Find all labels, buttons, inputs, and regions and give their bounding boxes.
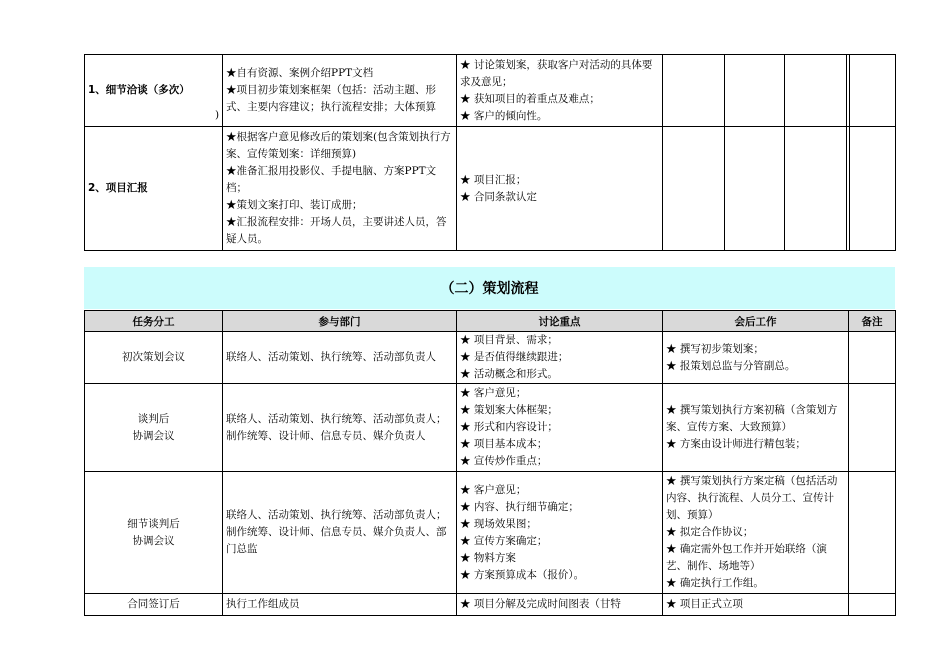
prep-cell — [223, 127, 457, 251]
empty-cell — [785, 127, 847, 251]
header-note: 备注 — [849, 311, 896, 332]
table-row — [85, 594, 896, 616]
task-line: 协调会议 — [132, 534, 175, 547]
empty-cell — [663, 127, 725, 251]
table-row — [85, 55, 896, 127]
header-task: 任务分工 — [85, 311, 223, 332]
note-cell — [849, 594, 896, 616]
focus-cell — [457, 55, 663, 127]
header-work: 会后工作 — [663, 311, 849, 332]
note-cell — [849, 472, 896, 594]
focus-cell — [457, 384, 663, 472]
task-cell — [85, 472, 223, 594]
task-cell: 2、项目汇报 — [85, 127, 223, 251]
focus-line: ★ 宣传炒作重点； — [460, 455, 548, 467]
task-cell — [85, 332, 223, 384]
focus-cell — [457, 127, 663, 251]
table-row — [85, 127, 896, 251]
focus-line: ★ 项目汇报； — [460, 173, 527, 186]
focus-line: ★ 客户意见； — [460, 483, 527, 496]
work-line: ★ 撰写策划执行方案定稿（包括活动内容、执行流程、人员分工、宣传计划、预算） — [666, 475, 838, 521]
note-cell — [849, 332, 896, 384]
empty-cell — [850, 127, 896, 251]
note-cell — [849, 384, 896, 472]
prep-line: ★自有资源、案例介绍PPT文档 — [226, 67, 374, 79]
empty-cell — [785, 55, 847, 127]
dept-cell: 联络人、活动策划、执行统筹、活动部负责人；制作统筹、设计师、信息专员、媒介负责人、部门总监 — [223, 472, 457, 594]
prep-line: ★根据客户意见修改后的策划案(包含策划执行方案、宣传策划案：详细预算) — [226, 131, 451, 160]
dept-cell: 联络人、活动策划、执行统筹、活动部负责人 — [223, 332, 457, 384]
focus-line: ★ 形式和内容设计； — [460, 421, 558, 433]
focus-line: ★ 项目背景、需求； — [460, 334, 558, 346]
focus-line: ★ 内容、执行细节确定； — [460, 500, 579, 513]
prep-line: ★项目初步策划案框架（包括：活动主题、形式、主要内容建议；执行流程安排；大体预算 — [226, 84, 436, 113]
planning-table — [84, 310, 896, 616]
focus-line: ★ 客户的倾向性。 — [460, 109, 548, 122]
table-row — [85, 384, 896, 472]
focus-line: ★ 方案预算成本（报价）。 — [460, 568, 585, 581]
empty-cell — [663, 55, 725, 127]
work-cell — [663, 472, 849, 594]
focus-line: ★ 活动概念和形式。 — [460, 368, 558, 380]
empty-cell — [725, 55, 785, 127]
focus-line: ★ 是否值得继续跟进； — [460, 351, 569, 363]
task-line: 细节谈判后 — [127, 517, 180, 530]
focus-line: ★ 宣传方案确定； — [460, 534, 548, 547]
work-line: ★ 报策划总监与分管副总。 — [666, 359, 796, 372]
empty-cell — [850, 55, 896, 127]
work-line: ★ 撰写策划执行方案初稿（含策划方案、宣传方案、大致预算） — [666, 404, 838, 433]
header-focus: 讨论重点 — [457, 311, 663, 332]
task-line: 初次策划会议 — [122, 351, 185, 363]
focus-line: ★ 获知项目的着重点及难点； — [460, 92, 600, 105]
task-line: 协调会议 — [132, 429, 175, 442]
work-line: ★ 拟定合作协议； — [666, 526, 754, 538]
task-cell — [85, 594, 223, 616]
work-line: ★ 项目正式立项 — [666, 598, 743, 610]
section-title: （二）策划流程 — [84, 267, 895, 309]
focus-line: ★ 策划案大体框架； — [460, 404, 558, 416]
table-row — [85, 472, 896, 594]
task-line: 谈判后 — [137, 412, 170, 425]
table-row — [85, 332, 896, 384]
dept-cell: 执行工作组成员 — [223, 594, 457, 616]
work-line: ★ 确定需外包工作并开始联络（演艺、制作、场地等） — [666, 543, 827, 572]
work-line: ★ 确定执行工作组。 — [666, 577, 764, 589]
prep-line: ★准备汇报用投影仪、手提电脑、方案PPT文档； — [226, 165, 437, 194]
task-cell: 1、细节洽谈（多次） — [85, 55, 223, 127]
bracket-mark: ) — [215, 109, 220, 121]
focus-line: ★ 客户意见； — [460, 387, 527, 399]
focus-line: ★ 项目分解及完成时间图表（甘特 — [460, 598, 621, 610]
work-line: ★ 方案由设计师进行精包装； — [666, 438, 806, 450]
focus-line: ★ 讨论策划案，获取客户对活动的具体要求及意见； — [460, 58, 653, 88]
focus-cell — [457, 472, 663, 594]
dept-cell: 联络人、活动策划、执行统筹、活动部负责人；制作统筹、设计师、信息专员、媒介负责人 — [223, 384, 457, 472]
focus-line: ★ 物料方案 — [460, 551, 516, 564]
prep-line: ★策划文案打印、装订成册； — [226, 199, 363, 211]
work-cell — [663, 594, 849, 616]
focus-line: ★ 现场效果图； — [460, 517, 537, 530]
focus-cell — [457, 332, 663, 384]
detail-table — [84, 54, 896, 251]
empty-cell — [725, 127, 785, 251]
prep-cell — [215, 55, 457, 127]
focus-line: ★ 合同条款认定 — [460, 190, 537, 203]
prep-line: ★汇报流程安排：开场人员，主要讲述人员，答疑人员。 — [226, 216, 447, 245]
work-line: ★ 撰写初步策划案； — [666, 342, 764, 355]
work-cell — [663, 384, 849, 472]
work-cell — [663, 332, 849, 384]
focus-line: ★ 项目基本成本； — [460, 438, 548, 450]
task-cell — [85, 384, 223, 472]
task-line: 合同签订后 — [127, 598, 180, 610]
focus-cell — [457, 594, 663, 616]
header-dept: 参与部门 — [223, 311, 457, 332]
header-row — [85, 311, 896, 332]
